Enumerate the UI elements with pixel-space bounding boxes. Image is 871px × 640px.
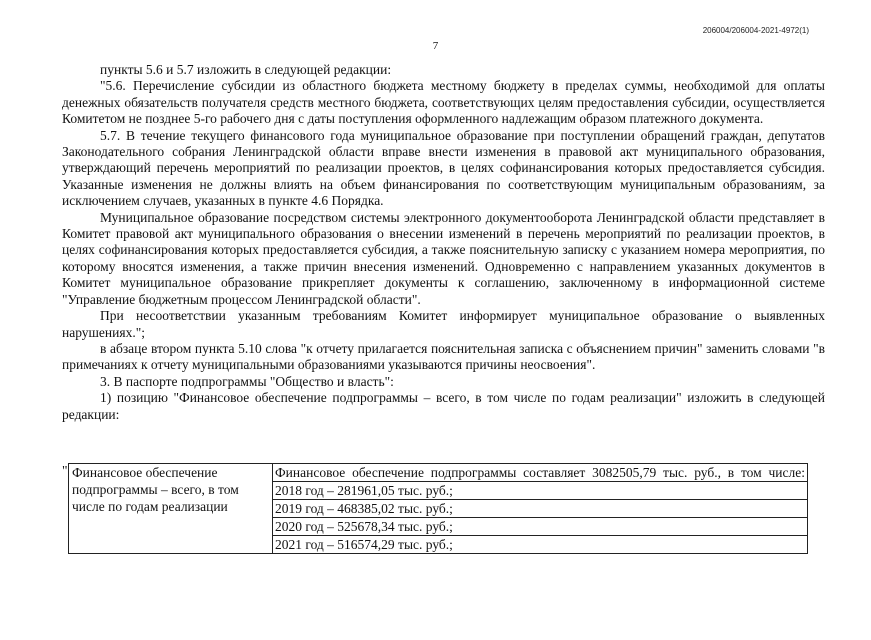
funding-total-line: Финансовое обеспечение подпрограммы составляет 3082505,79 тыс. руб., в том числе: <box>275 465 805 480</box>
paragraph-edo: Муниципальное образование посредством системы электронного документооборота Ленинградской области представляет в Комитет правовой акт муниципального образования о внесении изменений в перечень мероприятий по реализации проектов, в целях софинансирования которых предоставляется субсидия, а также пояснительную записку с указанием номера мероприятия, по которому вносятся изменения, а также причин внесения изменений. Одновременно с направлением указанных документов в Комитет муниципальное образование прикрепляет документы к соглашению, заключенному в информационной системе "Управление бюджетным процессом Ленинградской области". <box>62 209 825 307</box>
paragraph-5-7: 5.7. В течение текущего финансового года муниципальное образование при поступлении обращений граждан, депутатов Законодательного собрания Ленинградской области вправе внести изменения в правовой акт муниципального образования, утверждающий перечень мероприятий по реализации проектов, в целях софинансирования которых предоставляется субсидия. Указанные изменения не должны влиять на объем финансирования по соответствующим муниципальным образованиям, за исключением случаев, указанных в пункте 4.6 Порядка. <box>62 127 825 209</box>
finance-table <box>68 463 808 554</box>
table-row <box>69 464 808 554</box>
opening-quote: " <box>62 463 68 478</box>
table-right-cell <box>273 464 808 554</box>
document-body <box>62 62 825 423</box>
paragraph-5-10: в абзаце втором пункта 5.10 слова "к отчету прилагается пояснительная записка с объяснением причин" заменить словами "в примечаниях к отчету муниципальными образованиями указываются причины неосвоения". <box>62 340 825 373</box>
page-number: 7 <box>432 40 439 52</box>
funding-year-2019: 2019 год – 468385,02 тыс. руб.; <box>273 500 807 518</box>
paragraph-intro: пункты 5.6 и 5.7 изложить в следующей редакции: <box>100 62 392 77</box>
paragraph-passport: 3. В паспорте подпрограммы "Общество и власть": <box>100 373 394 389</box>
paragraph-5-6: "5.6. Перечисление субсидии из областного бюджета местному бюджету в пределах суммы, необходимой для оплаты денежных обязательств получателя средств местного бюджета, соответствующих целям предоставления субсидии, осуществляется Комитетом не позднее 5-го рабочего дня с даты поступления оформленного надлежащим образом платежного документа. <box>62 78 825 127</box>
table-left-cell: Финансовое обеспечение подпрограммы – всего, в том числе по годам реализации <box>69 464 273 554</box>
funding-year-2020: 2020 год – 525678,34 тыс. руб.; <box>273 518 807 536</box>
funding-year-2021: 2021 год – 516574,29 тыс. руб.; <box>275 537 453 552</box>
paragraph-position: 1) позицию "Финансовое обеспечение подпрограммы – всего, в том числе по годам реализации" изложить в следующей редакции: <box>62 390 825 422</box>
paragraph-violations: При несоответствии указанным требованиям Комитет информирует муниципальное образование о выявленных нарушениях."; <box>62 308 825 340</box>
document-id: 206004/206004-2021-4972(1) <box>702 26 809 35</box>
funding-year-2018: 2018 год – 281961,05 тыс. руб.; <box>273 482 807 500</box>
